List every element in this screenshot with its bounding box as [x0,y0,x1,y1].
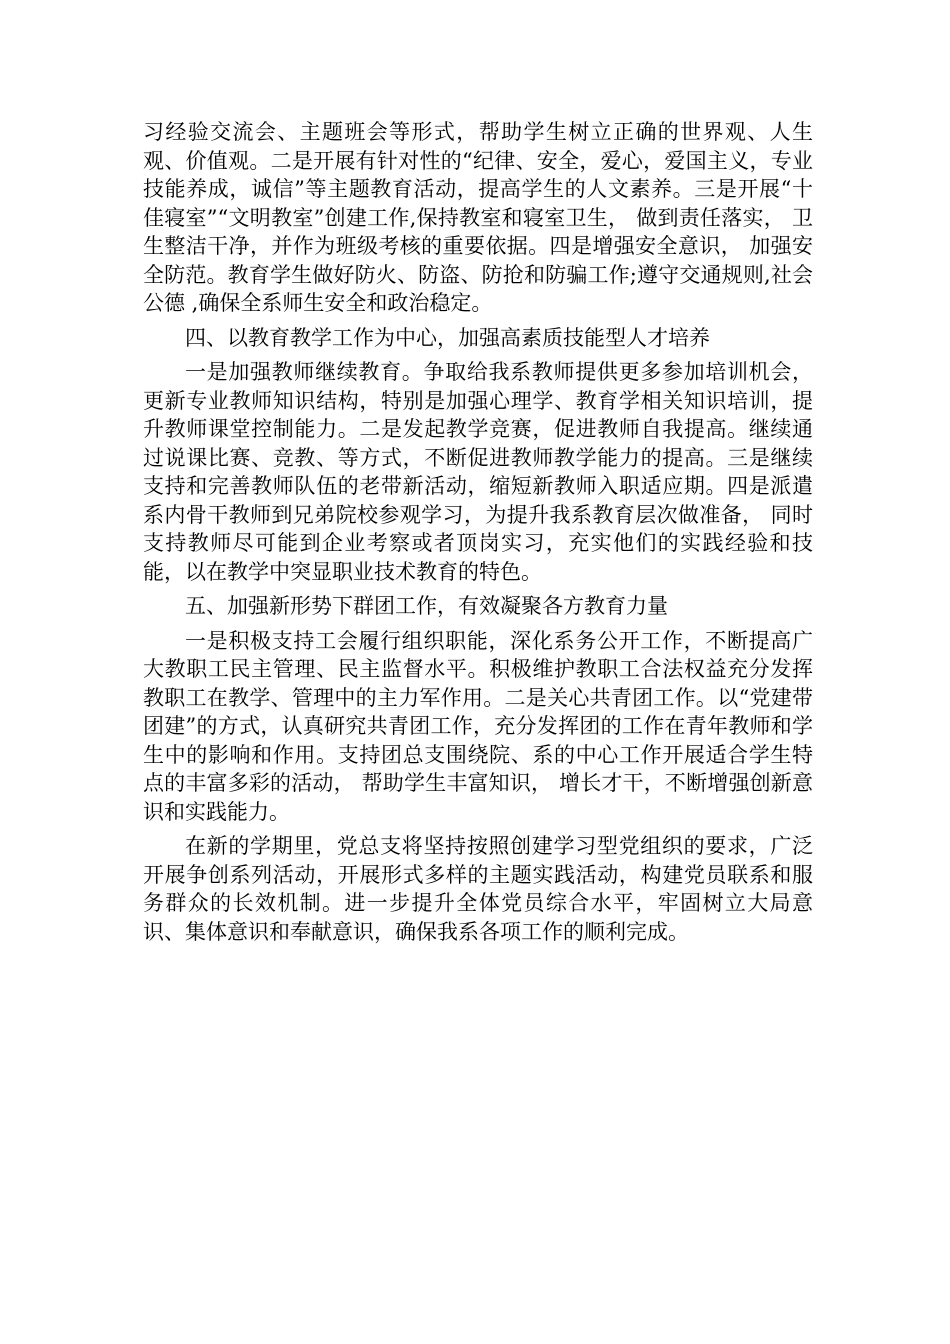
section-4-body: 一是加强教师继续教育。争取给我系教师提供更多参加培训机会，更新专业教师知识结构，特别是加强心理学、教育学相关知识培训，提升教师课堂控制能力。二是发起教学竞赛，促进教师自我提高。继续通过说课比赛、竞教、等方式，不断促进教师教学能力的提高。三是继续支持和完善教师队伍的老带新活动，缩短新教师入职适应期。四是派遣系内骨干教师到兄弟院校参观学习，为提升我系教育层次做准备， 同时支持教师尽可能到企业考察或者顶岗实习，充实他们的实践经验和技能，以在教学中突显职业技术教育的特色。 [143,360,813,584]
closing-paragraph: 在新的学期里，党总支将坚持按照创建学习型党组织的要求，广泛开展争创系列活动，开展形式多样的主题实践活动，构建党员联系和服务群众的长效机制。进一步提升全体党员综合水平，牢固树立大局意识、集体意识和奉献意识，确保我系各项工作的顺利完成。 [143,834,813,944]
section-4-heading: 四、以教育教学工作为中心，加强高素质技能型人才培养 [185,325,710,350]
paragraph-intro: 习经验交流会、主题班会等形式，帮助学生树立正确的世界观、人生观、价值观。二是开展有针对性的“纪律、安全，爱心，爱国主义，专业技能养成，诚信”等主题教育活动，提高学生的人文素养。三是开展“十佳寝室”“文明教室”创建工作,保持教室和寝室卫生， 做到责任落实， 卫生整洁干净，并作为班级考核的重要依据。四是增强安全意识， 加强安全防范。教育学生做好防火、防盗、防抢和防骗工作;遵守交通规则,社会公德 ,确保全系师生安全和政治稳定。 [143,120,813,315]
section-5-body: 一是积极支持工会履行组织职能，深化系务公开工作，不断提高广大教职工民主管理、民主监督水平。积极维护教职工合法权益充分发挥教职工在教学、管理中的主力军作用。二是关心共青团工作。以“党建带团建”的方式，认真研究共青团工作，充分发挥团的工作在青年教师和学生中的影响和作用。支持团总支围绕院、系的中心工作开展适合学生特点的丰富多彩的活动， 帮助学生丰富知识， 增长才干，不断增强创新意识和实践能力。 [143,628,813,824]
document-body [143,118,813,952]
section-5-heading: 五、加强新形势下群团工作，有效凝聚各方教育力量 [185,594,668,618]
